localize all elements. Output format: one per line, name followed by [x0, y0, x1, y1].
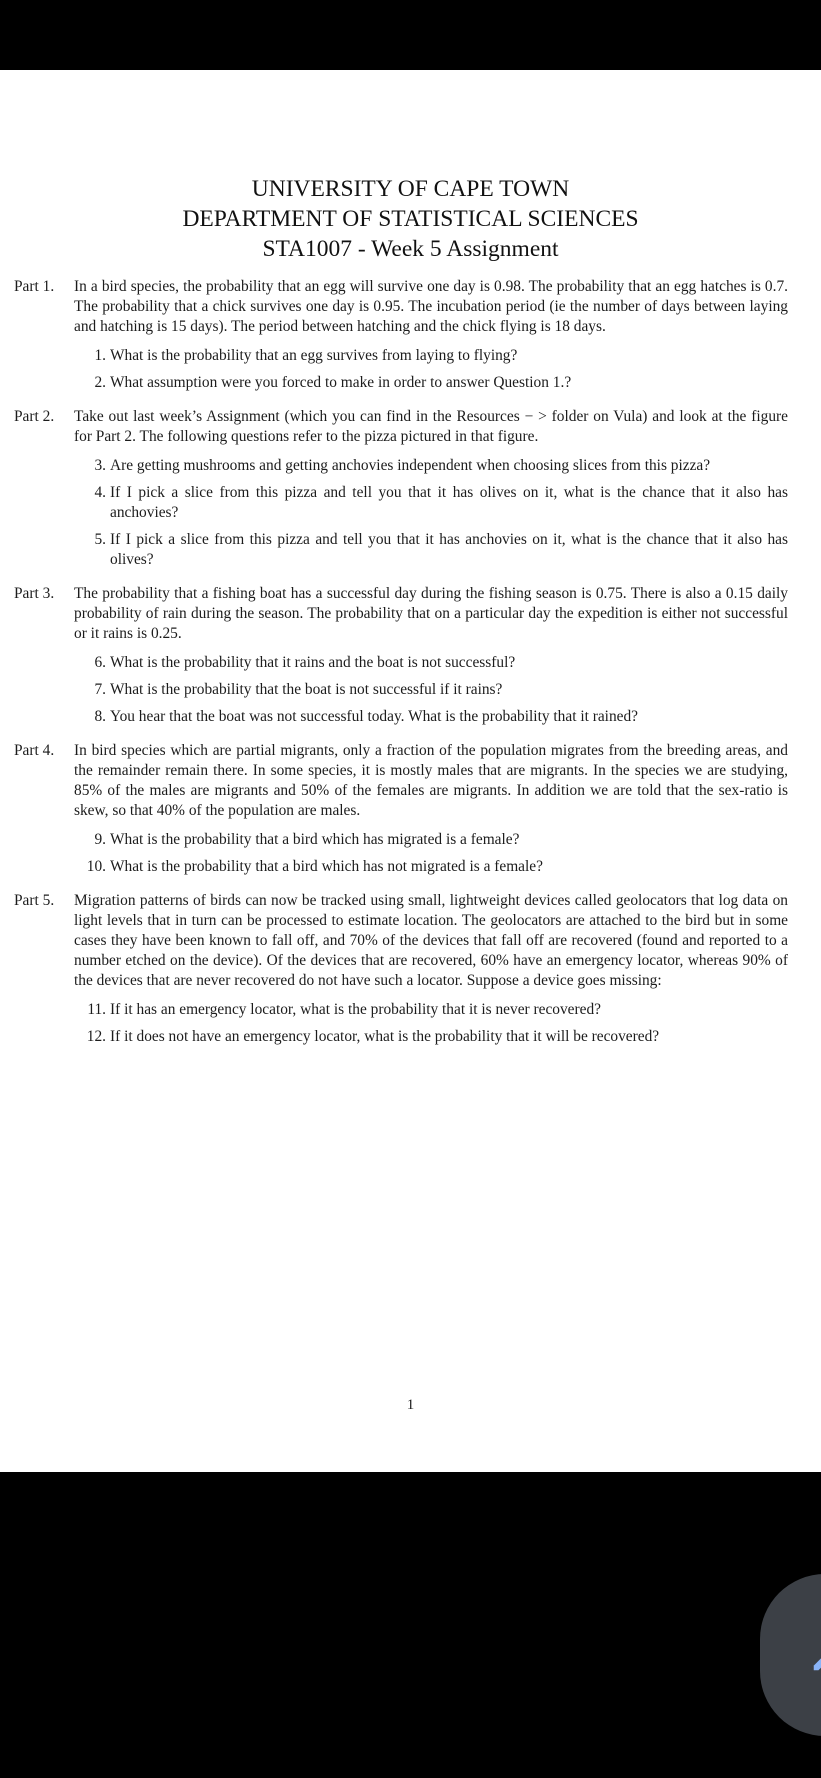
question-item	[94, 346, 788, 366]
part-3	[14, 584, 788, 727]
question-item	[94, 373, 788, 393]
question-list	[14, 1000, 788, 1047]
part-label: Part 1.	[14, 278, 55, 295]
question-item	[87, 1000, 788, 1020]
question-item	[86, 857, 788, 877]
question-number: 12.	[86, 1028, 106, 1045]
title-department: DEPARTMENT OF STATISTICAL SCIENCES	[182, 206, 639, 232]
question-text: Are getting mushrooms and getting anchovies independent when choosing slices from this pizza?	[110, 457, 711, 474]
question-number: 5.	[94, 531, 106, 548]
question-text: If it does not have an emergency locator, what is the probability that it will be recovered?	[110, 1028, 660, 1045]
question-item	[94, 530, 788, 570]
part-label: Part 2.	[14, 408, 55, 425]
question-item	[94, 456, 788, 476]
page-number: 1	[406, 1397, 415, 1413]
part-label: Part 5.	[14, 892, 55, 909]
part-text: In a bird species, the probability that an egg will survive one day is 0.98. The probability that an egg hatches is 0.7. The probability that a chick survives one day is 0.95. The incubation period (ie the number of days between laying and hatching is 15 days). The period between hatching and the chick flying is 18 days.	[74, 278, 788, 335]
question-text: What is the probability that a bird which has not migrated is a female?	[110, 858, 543, 875]
assignment-body	[14, 277, 788, 1061]
question-number: 4.	[94, 484, 106, 501]
question-number: 3.	[94, 457, 106, 474]
question-text: What assumption were you forced to make in order to answer Question 1.?	[110, 374, 572, 391]
question-number: 6.	[94, 654, 106, 671]
edit-floating-button[interactable]	[760, 1574, 821, 1736]
question-item	[86, 1027, 788, 1047]
question-list	[14, 830, 788, 877]
question-number: 10.	[86, 858, 106, 875]
document-page	[0, 70, 821, 1472]
question-number: 1.	[94, 347, 106, 364]
edit-pencil-icon	[810, 1644, 821, 1674]
question-item	[94, 680, 788, 700]
part-2	[14, 407, 788, 570]
question-text: If I pick a slice from this pizza and tell you that it has anchovies on it, what is the chance that it also has olives?	[110, 531, 788, 568]
part-text: Migration patterns of birds can now be tracked using small, lightweight devices called geolocators that log data on light levels that in turn can be processed to estimate location. The geolocators are attached to the bird but in some cases they have been known to fall off, and 70% of the devices that fall off are recovered (found and reported to a number etched on the device). Of the devices that are recovered, 60% have an emergency locator, whereas 90% of the devices that are never recovered do not have such a locator. Suppose a device goes missing:	[74, 892, 788, 989]
question-text: What is the probability that a bird which has migrated is a female?	[110, 831, 520, 848]
title-course: STA1007 - Week 5 Assignment	[262, 236, 559, 262]
part-5	[14, 891, 788, 1047]
part-text: In bird species which are partial migrants, only a fraction of the population migrates from the breeding areas, and the remainder remain there. In some species, it is mostly males that are migrants. In the species we are studying, 85% of the males are migrants and 50% of the females are migrants. In addition we are told that the sex-ratio is skew, so that 40% of the population are males.	[74, 742, 788, 819]
question-number: 8.	[94, 708, 106, 725]
part-label: Part 3.	[14, 585, 55, 602]
question-item	[94, 483, 788, 523]
question-number: 2.	[94, 374, 106, 391]
question-list	[14, 456, 788, 570]
title-university: UNIVERSITY OF CAPE TOWN	[251, 176, 570, 202]
question-item	[94, 830, 788, 850]
question-text: You hear that the boat was not successful today. What is the probability that it rained?	[110, 708, 639, 725]
part-text: The probability that a fishing boat has a successful day during the fishing season is 0.75. There is also a 0.15 daily probability of rain during the season. The probability that on a particular day the expedition is either not successful or it rains is 0.25.	[74, 585, 788, 642]
question-item	[94, 707, 788, 727]
question-item	[94, 653, 788, 673]
question-list	[14, 346, 788, 393]
part-text: Take out last week’s Assignment (which you can find in the Resources − > folder on Vula) and look at the figure for Part 2. The following questions refer to the pizza pictured in that figure.	[74, 408, 788, 445]
question-text: What is the probability that it rains and the boat is not successful?	[110, 654, 516, 671]
question-number: 11.	[87, 1001, 106, 1018]
document-title	[0, 174, 821, 264]
question-text: What is the probability that an egg survives from laying to flying?	[110, 347, 518, 364]
question-text: If I pick a slice from this pizza and tell you that it has olives on it, what is the chance that it also has anchovies?	[110, 484, 788, 521]
part-1	[14, 277, 788, 393]
question-list	[14, 653, 788, 727]
question-number: 7.	[94, 681, 106, 698]
question-number: 9.	[94, 831, 106, 848]
question-text: If it has an emergency locator, what is the probability that it is never recovered?	[110, 1001, 601, 1018]
part-4	[14, 741, 788, 877]
question-text: What is the probability that the boat is not successful if it rains?	[110, 681, 503, 698]
part-label: Part 4.	[14, 742, 55, 759]
